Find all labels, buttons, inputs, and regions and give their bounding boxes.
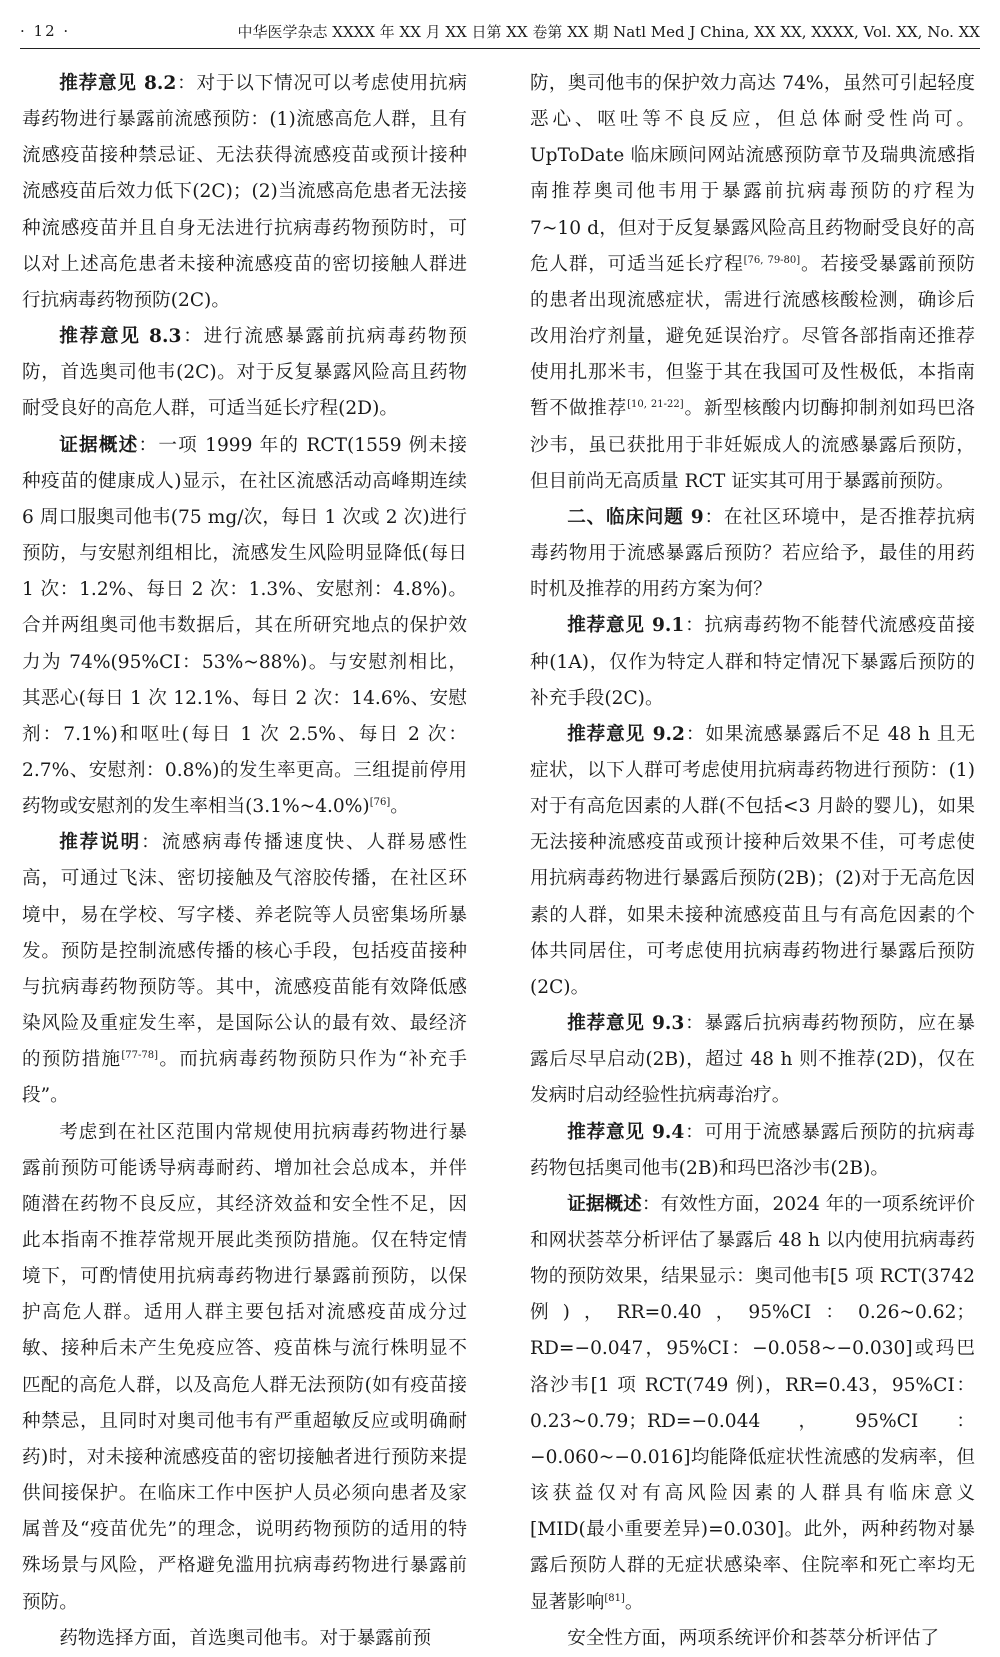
recommendation-explanation-8: 推荐说明：流感病毒传播速度快、人群易感性高，可通过飞沫、密切接触及气溶胶传播，在社区环境中，易在学校、写字楼、养老院等人员密集场所暴发。预防是控制流感传播的核心手段，包括疫苗接种与抗病毒药物预防等。其中，流感疫苗能有效降低感染风险及重症发生率，是国际公认的最有效、最经济的预防措施[77-78]。而抗病毒药物预防只作为“补充手段”。	[22, 832, 467, 1107]
recommendation-9-3: 推荐意见 9.3：暴露后抗病毒药物预防，应在暴露后尽早启动(2B)，超过 48 h 则不推荐(2D)，仅在发病时启动经验性抗病毒治疗。	[530, 1013, 975, 1107]
evidence-summary-9: 证据概述：有效性方面，2024 年的一项系统评价和网状荟萃分析评估了暴露后 48 h 以内使用抗病毒药物的预防效果，结果显示：奥司他韦[5 项 RCT(3742 例)，RR=0.40，95%CI：0.26~0.62；RD=−0.047，95%CI：−0.058~−0.030]或玛巴洛沙韦[1 项 RCT(749 例)，RR=0.43，95%CI：0.23~0.79；RD=−0.044，95%CI：−0.060~−0.016]均能降低症状性流感的发病率，但该获益仅对有高风险因素的人群具有临床意义[MID(最小重要差异)=0.030]。此外，两种药物对暴露后预防人群的无症状感染率、住院率和死亡率均无显著影响[81]。	[530, 1193, 975, 1613]
page-number: · 12 ·	[20, 22, 71, 40]
recommendation-8-3: 推荐意见 8.3：进行流感暴露前抗病毒药物预防，首选奥司他韦(2C)。对于反复暴露风险高且药物耐受良好的高危人群，可适当延长疗程(2D)。	[22, 326, 467, 420]
recommendation-9-4: 推荐意见 9.4：可用于流感暴露后预防的抗病毒药物包括奥司他韦(2B)和玛巴洛沙韦(2B)。	[530, 1121, 975, 1179]
clinical-question-9: 二、临床问题 9：在社区环境中，是否推荐抗病毒药物用于流感暴露后预防？若应给予，最佳的用药时机及推荐的用药方案为何？	[530, 506, 975, 601]
citation-ref: [10, 21-22]	[627, 399, 684, 411]
citation-ref: [76, 79-80]	[743, 254, 801, 266]
citation-ref: [77-78]	[121, 1050, 159, 1062]
right-column	[530, 66, 975, 1657]
recommendation-9-2: 推荐意见 9.2：如果流感暴露后不足 48 h 且无症状，以下人群可考虑使用抗病毒药物进行预防：(1)对于有高危因素的人群(不包括<3 月龄的婴儿)，如果无法接种流感疫苗或预计接种后效果不佳，可考虑使用抗病毒药物进行暴露后预防(2B)；(2)对于无高危因素的人群，如果未接种流感疫苗且与有高危因素的个体共同居住，可考虑使用抗病毒药物进行暴露后预防(2C)。	[530, 723, 975, 998]
evidence-summary-8: 证据概述：一项 1999 年的 RCT(1559 例未接种疫苗的健康成人)显示，在社区流感活动高峰期连续 6 周口服奥司他韦(75 mg/次，每日 1 次或 2 次)进行预防，与安慰剂组相比，流感发生风险明显降低(每日 1 次：1.2%、每日 2 次：1.3%、安慰剂：4.8%)。合并两组奥司他韦数据后，其在所研究地点的保护效力为 74%(95%CI：53%~88%)。与安慰剂相比，其恶心(每日 1 次 12.1%、每日 2 次：14.6%、安慰剂：7.1%)和呕吐(每日 1 次 2.5%、每日 2 次：2.7%、安慰剂：0.8%)的发生率更高。三组提前停用药物或安慰剂的发生率相当(3.1%~4.0%)[76]。	[22, 434, 467, 818]
recommendation-8-2: 推荐意见 8.2：对于以下情况可以考虑使用抗病毒药物进行暴露前流感预防：(1)流感高危人群，且有流感疫苗接种禁忌证、无法获得流感疫苗或预计接种流感疫苗后效力低下(2C)；(2)当流感高危患者无法接种流感疫苗并且自身无法进行抗病毒药物预防时，可以对上述高危患者未接种流感疫苗的密切接触人群进行抗病毒药物预防(2C)。	[22, 73, 467, 311]
paragraph-safety: 安全性方面，两项系统评价和荟萃分析评估了	[567, 1627, 940, 1649]
citation-ref: [81]	[604, 1592, 625, 1604]
paragraph-drug-selection-continued: 防，奥司他韦的保护效力高达 74%，虽然可引起轻度恶心、呕吐等不良反应，但总体耐受性尚可。UpToDate 临床顾问网站流感预防章节及瑞典流感指南推荐奥司他韦用于暴露前抗病毒预防的疗程为 7~10 d，但对于反复暴露风险高且药物耐受良好的高危人群，可适当延长疗程[76, 79-80]。若接受暴露前预防的患者出现流感症状，需进行流感核酸检测，确诊后改用治疗剂量，避免延误治疗。尽管各部指南还推荐使用扎那米韦，但鉴于其在我国可及性极低，本指南暂不做推荐[10, 21-22]。新型核酸内切酶抑制剂如玛巴洛沙韦，虽已获批用于非妊娠成人的流感暴露后预防，但目前尚无高质量 RCT 证实其可用于暴露前预防。	[530, 73, 975, 492]
paragraph-drug-selection: 药物选择方面，首选奥司他韦。对于暴露前预	[59, 1627, 432, 1649]
citation-ref: [76]	[369, 796, 391, 808]
journal-citation: 中华医学杂志 XXXX 年 XX 月 XX 日第 XX 卷第 XX 期 Natl Med J China, XX XX, XXXX, Vol. XX, No. XX	[237, 22, 980, 41]
left-column	[22, 66, 467, 1657]
header-rule	[20, 48, 980, 49]
recommendation-9-1: 推荐意见 9.1：抗病毒药物不能替代流感疫苗接种(1A)，仅作为特定人群和特定情况下暴露后预防的补充手段(2C)。	[530, 615, 975, 709]
running-header	[20, 18, 980, 44]
paragraph-pre-exposure-rationale: 考虑到在社区范围内常规使用抗病毒药物进行暴露前预防可能诱导病毒耐药、增加社会总成本，并伴随潜在药物不良反应，其经济效益和安全性不足，因此本指南不推荐常规开展此类预防措施。仅在特定情境下，可酌情使用抗病毒药物进行暴露前预防，以保护高危人群。适用人群主要包括对流感疫苗成分过敏、接种后未产生免疫应答、疫苗株与流行株明显不匹配的高危人群，以及高危人群无法预防(如有疫苗接种禁忌，且同时对奥司他韦有严重超敏反应或明确耐药)时，对未接种流感疫苗的密切接触者进行预防来提供间接保护。在临床工作中医护人员必须向患者及家属普及“疫苗优先”的理念，说明药物预防的适用的特殊场景与风险，严格避免滥用抗病毒药物进行暴露前预防。	[22, 1121, 467, 1613]
